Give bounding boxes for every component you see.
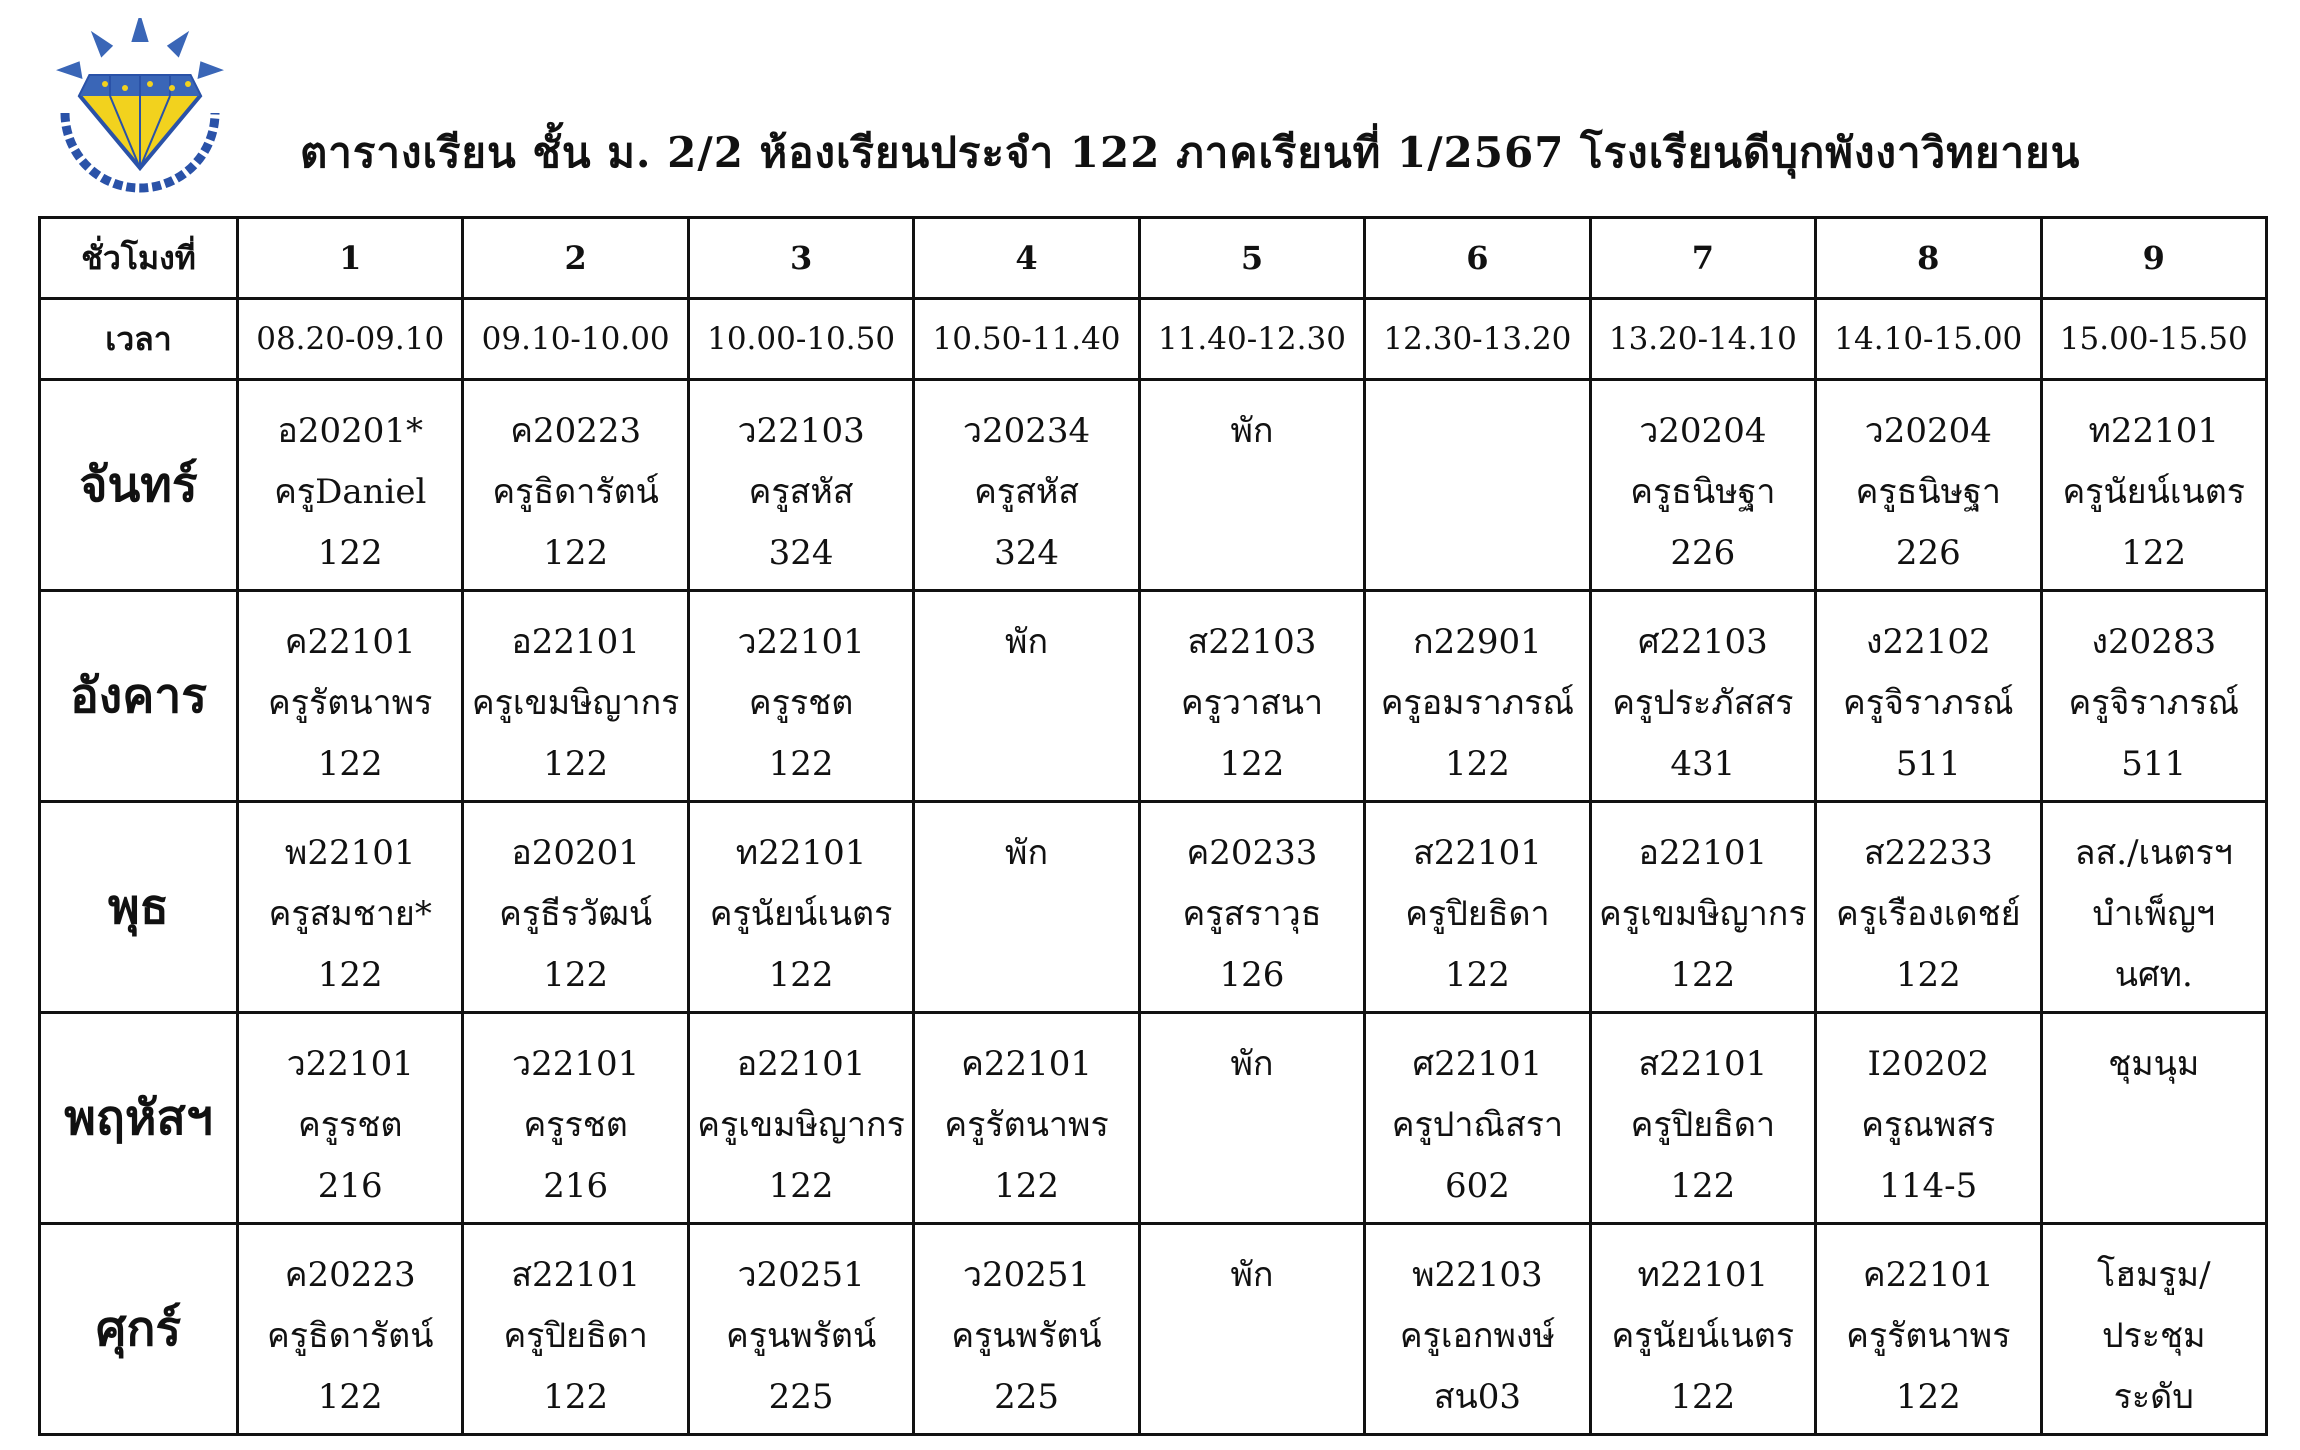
schedule-cell [2041,591,2267,802]
teacher-name: ครูสราวุธ [1182,894,1322,934]
teacher-name: ครูนัยน์เนตร [1611,1316,1795,1356]
teacher-name: ครูวาสนา [1180,683,1324,723]
teacher-name: ครูปาณิสรา [1391,1105,1564,1145]
time-row [40,299,2267,380]
room-number: 122 [1895,1377,1961,1417]
room-number: 122 [543,1377,609,1417]
time-slot: 11.40-12.30 [1139,299,1364,380]
time-label: เวลา [40,299,238,380]
subject-code: ส22101 [511,1255,641,1295]
schedule-cell [238,380,463,591]
subject-code: ว22103 [737,411,865,451]
teacher-name: ครูเขมษิญากร [1599,894,1807,934]
period-number: 1 [238,218,463,299]
teacher-name: ครูธิดารัตน์ [266,1316,434,1356]
schedule-cell [1590,1013,1815,1224]
period-number: 4 [914,218,1139,299]
schedule-cell [1816,380,2041,591]
room-number: นศท. [2114,955,2193,995]
subject-code: ว22101 [286,1044,414,1084]
teacher-name: ครูธิดารัตน์ [492,472,659,512]
room-number: 216 [317,1166,383,1206]
teacher-name: ครูปิยธิดา [1405,894,1550,934]
room-number: 122 [1670,1166,1736,1206]
teacher-name: ครูนัยน์เนตร [2062,472,2246,512]
schedule-cell [1365,802,1590,1013]
day-name: จันทร์ [40,380,238,591]
time-slot: 08.20-09.10 [238,299,463,380]
day-row [40,1013,2267,1224]
subject-code: พัก [1230,411,1274,451]
day-row [40,802,2267,1013]
schedule-cell [1139,380,1364,591]
subject-code: พัก [1005,622,1049,662]
period-number: 5 [1139,218,1364,299]
room-number: 511 [2121,744,2187,784]
room-number: 602 [1444,1166,1510,1206]
schedule-cell [688,1224,913,1435]
teacher-name: ครูเรืองเดชย์ [1835,894,2021,934]
subject-code: ว20234 [962,411,1091,451]
room-number: 126 [1219,955,1285,995]
day-name: พฤหัสฯ [40,1013,238,1224]
subject-code: พัก [1005,833,1049,873]
time-slot: 09.10-10.00 [463,299,688,380]
room-number: 122 [543,955,609,995]
schedule-cell [2041,802,2267,1013]
teacher-name: ประชุม [2101,1316,2206,1356]
room-number: 122 [317,533,383,573]
teacher-name: ครูปิยธิดา [503,1316,648,1356]
subject-code: ลส./เนตรฯ [2074,833,2233,873]
subject-code: อ22101 [736,1044,866,1084]
schedule-cell [463,1013,688,1224]
schedule-cell [1365,1013,1590,1224]
day-name: ศุกร์ [40,1224,238,1435]
schedule-cell [914,802,1139,1013]
time-slot: 13.20-14.10 [1590,299,1815,380]
subject-code: พ22103 [1412,1255,1543,1295]
schedule-cell [238,1013,463,1224]
schedule-cell [1590,1224,1815,1435]
subject-code: ค22101 [961,1044,1092,1084]
subject-code: อ20201 [511,833,640,873]
room-number: 122 [768,744,834,784]
period-number: 8 [1816,218,2041,299]
room-number: 122 [1670,1377,1736,1417]
school-logo [50,18,230,198]
room-number: 225 [994,1377,1059,1417]
subject-code: ส22101 [1638,1044,1768,1084]
schedule-cell [1590,802,1815,1013]
day-row [40,591,2267,802]
room-number: 122 [1895,955,1961,995]
time-slot: 14.10-15.00 [1816,299,2041,380]
schedule-cell [1816,802,2041,1013]
schedule-cell [688,380,913,591]
room-number: ระดับ [2113,1377,2194,1417]
subject-code: ค20233 [1186,833,1318,873]
teacher-name: ครูรัตนาพร [1846,1316,2011,1356]
room-number: 122 [768,955,834,995]
room-number: 114-5 [1879,1166,1978,1206]
schedule-cell [463,591,688,802]
room-number: 122 [1444,955,1510,995]
schedule-cell [688,802,913,1013]
schedule-cell [1816,1013,2041,1224]
teacher-name: ครูรชต [523,1105,628,1145]
teacher-name: ครูรัตนาพร [268,683,433,723]
subject-code: ท22101 [2088,411,2220,451]
teacher-name: ครูรชต [748,683,854,723]
time-slot: 12.30-13.20 [1365,299,1590,380]
schedule-cell [1365,1224,1590,1435]
schedule-cell [2041,1224,2267,1435]
room-number: 431 [1670,744,1736,784]
room-number: 324 [994,533,1059,573]
room-number: 225 [768,1377,834,1417]
page-title: ตารางเรียน ชั้น ม. 2/2 ห้องเรียนประจำ 122 ภาคเรียนที่ 1/2567 โรงเรียนดีบุกพังงาวิทยายน [300,128,2081,177]
teacher-name: ครูนพรัตน์ [951,1316,1102,1356]
period-header-row [40,218,2267,299]
room-number: 122 [1444,744,1510,784]
schedule-cell [1816,1224,2041,1435]
subject-code: ศ22103 [1637,622,1768,662]
teacher-name: ครูนัยน์เนตร [709,894,893,934]
subject-code: ว20251 [962,1255,1091,1295]
day-name: อังคาร [40,591,238,802]
period-number: 9 [2041,218,2267,299]
room-number: 226 [1670,533,1736,573]
schedule-cell [1590,380,1815,591]
subject-code: ส22103 [1187,622,1317,662]
day-name: พุธ [40,802,238,1013]
teacher-name: ครูเขมษิญากร [471,683,680,723]
subject-code: ชุมนุม [2108,1044,2200,1084]
room-number: 122 [543,533,609,573]
teacher-name: ครูอมราภรณ์ [1380,683,1575,723]
period-number: 6 [1365,218,1590,299]
schedule-cell [2041,380,2267,591]
room-number: 122 [768,1166,834,1206]
schedule-cell [1139,1013,1364,1224]
schedule-cell [238,802,463,1013]
room-number: 122 [994,1166,1059,1206]
day-row [40,1224,2267,1435]
room-number: 122 [317,744,383,784]
schedule-cell [1139,591,1364,802]
schedule-cell [2041,1013,2267,1224]
teacher-name: ครูปิยธิดา [1630,1105,1776,1145]
schedule-cell [914,380,1139,591]
subject-code: ว20204 [1864,411,1992,451]
period-header-label: ชั่วโมงที่ [40,218,238,299]
teacher-name: ครูเอกพงษ์ [1399,1316,1555,1356]
teacher-name: บำเพ็ญฯ [2092,894,2216,934]
room-number: 226 [1895,533,1961,573]
time-slot: 10.00-10.50 [688,299,913,380]
room-number: 216 [543,1166,609,1206]
subject-code: ว20204 [1639,411,1767,451]
subject-code: ท22101 [1637,1255,1769,1295]
subject-code: ค22101 [284,622,416,662]
subject-code: ว22101 [512,1044,640,1084]
teacher-name: ครูรชต [298,1105,403,1145]
subject-code: อ22101 [1638,833,1768,873]
teacher-name: ครูสหัส [748,472,854,512]
teacher-name: ครูDaniel [274,472,427,512]
teacher-name: ครูจิราภรณ์ [1843,683,2014,723]
teacher-name: ครูสมชาย* [268,894,432,934]
schedule-cell [688,1013,913,1224]
room-number: 122 [1670,955,1736,995]
period-number: 7 [1590,218,1815,299]
period-number: 3 [688,218,913,299]
schedule-cell [688,591,913,802]
subject-code: โฮมรูม/ [2096,1255,2211,1295]
schedule-cell [463,380,688,591]
room-number: 122 [317,1377,383,1417]
room-number: 122 [543,744,609,784]
schedule-cell [1365,591,1590,802]
subject-code: พัก [1230,1044,1274,1084]
subject-code: ว20251 [737,1255,865,1295]
room-number: 324 [768,533,834,573]
subject-code: I20202 [1867,1044,1990,1084]
teacher-name: ครูนพรัตน์ [725,1316,877,1356]
schedule-cell [1139,802,1364,1013]
room-number: 122 [2121,533,2187,573]
schedule-cell [914,1224,1139,1435]
schedule-cell [914,1013,1139,1224]
room-number: 122 [1219,744,1285,784]
schedule-cell [914,591,1139,802]
schedule-cell [1590,591,1815,802]
subject-code: พัก [1230,1255,1274,1295]
room-number: 511 [1895,744,1961,784]
room-number: สน03 [1433,1377,1522,1417]
teacher-name: ครูจิราภรณ์ [2068,683,2239,723]
time-slot: 15.00-15.50 [2041,299,2267,380]
subject-code: อ22101 [511,622,640,662]
teacher-name: ครูณพสร [1861,1105,1996,1145]
schedule-cell [238,1224,463,1435]
subject-code: อ20201* [277,411,424,451]
subject-code: ส22101 [1412,833,1542,873]
teacher-name: ครูธนิษฐา [1855,472,2001,512]
teacher-name: ครูประภัสสร [1612,683,1794,723]
teacher-name: ครูสหัส [974,472,1079,512]
subject-code: ง22102 [1865,622,1991,662]
schedule-cell [463,1224,688,1435]
subject-code: ง20283 [2091,622,2217,662]
day-row [40,380,2267,591]
schedule-cell [1365,380,1590,591]
subject-code: ค20223 [510,411,642,451]
teacher-name: ครูธนิษฐา [1630,472,1776,512]
subject-code: ท22101 [735,833,867,873]
period-number: 2 [463,218,688,299]
teacher-name: ครูธีรวัฒน์ [499,894,653,934]
subject-code: ศ22101 [1412,1044,1543,1084]
schedule-cell [238,591,463,802]
teacher-name: ครูเขมษิญากร [697,1105,905,1145]
teacher-name: ครูรัตนาพร [944,1105,1109,1145]
subject-code: ค22101 [1862,1255,1994,1295]
timetable [38,216,2268,1436]
room-number: 122 [317,955,383,995]
schedule-cell [1816,591,2041,802]
subject-code: ว22101 [737,622,865,662]
subject-code: ค20223 [284,1255,416,1295]
subject-code: ส22233 [1863,833,1993,873]
schedule-cell [463,802,688,1013]
subject-code: พ22101 [284,833,416,873]
schedule-cell [1139,1224,1364,1435]
subject-code: ก22901 [1413,622,1542,662]
time-slot: 10.50-11.40 [914,299,1139,380]
